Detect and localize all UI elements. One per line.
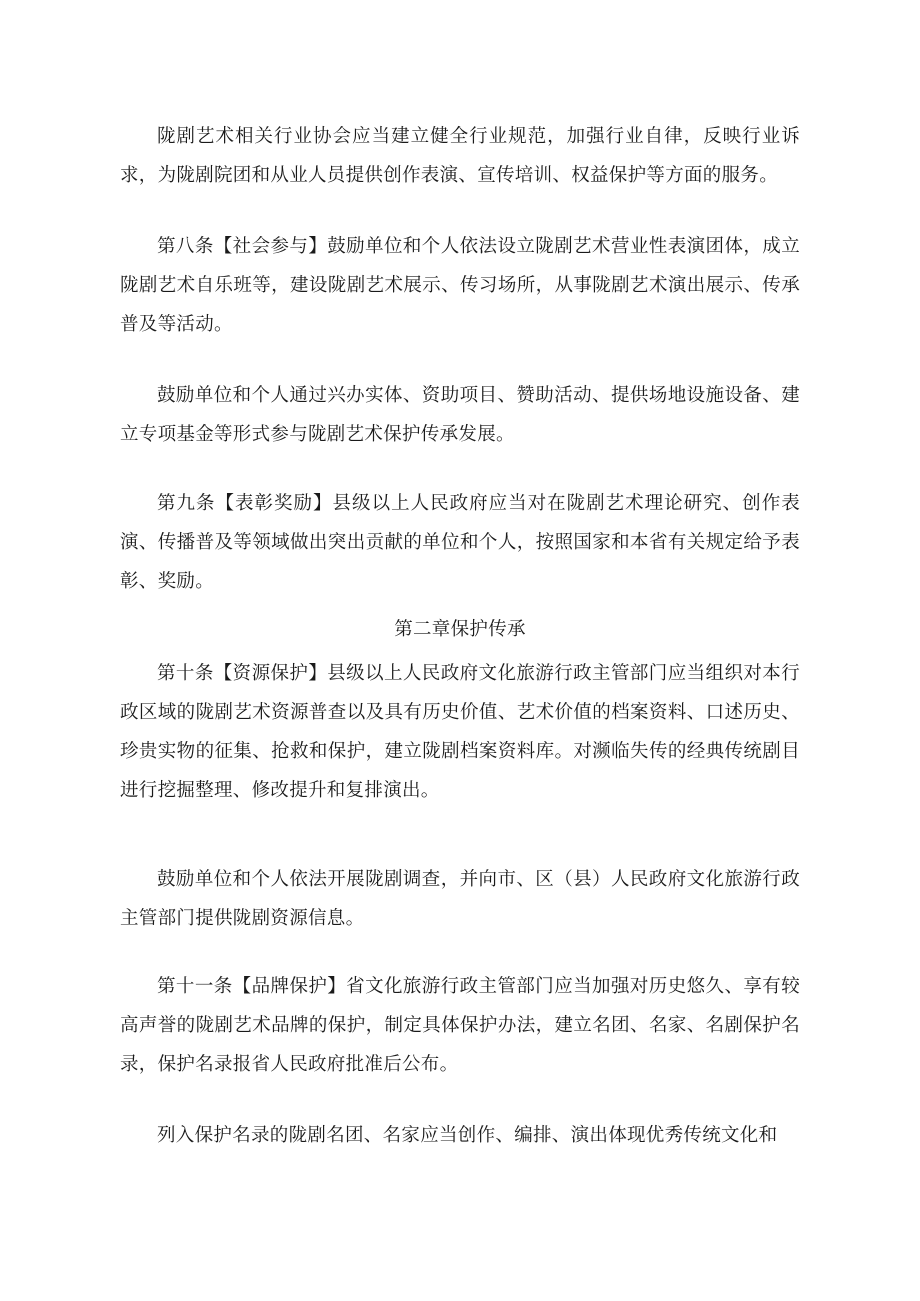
paragraph-article-11: 第十一条【品牌保护】省文化旅游行政主管部门应当加强对历史悠久、享有较高声誉的陇剧艺术品牌的保护，制定具体保护办法，建立名团、名家、名剧保护名录，保护名录报省人民政府批准后公布。 [120, 976, 800, 1075]
paragraph-article-9: 第九条【表彰奖励】县级以上人民政府应当对在陇剧艺术理论研究、创作表演、传播普及等领域做出突出贡献的单位和个人，按照国家和本省有关规定给予表彰、奖励。 [120, 493, 800, 592]
paragraph-protected-list: 列入保护名录的陇剧名团、名家应当创作、编排、演出体现优秀传统文化和 [157, 1125, 778, 1146]
paragraph-article-10: 第十条【资源保护】县级以上人民政府文化旅游行政主管部门应当组织对本行政区域的陇剧艺术资源普查以及具有历史价值、艺术价值的档案资料、口述历史、珍贵实物的征集、抢救和保护，建立陇剧档案资料库。对濒临失传的经典传统剧目进行挖掘整理、修改提升和复排演出。 [120, 663, 800, 801]
paragraph-article-8: 第八条【社会参与】鼓励单位和个人依法设立陇剧艺术营业性表演团体，成立陇剧艺术自乐班等，建设陇剧艺术展示、传习场所，从事陇剧艺术演出展示、传承普及等活动。 [120, 236, 800, 335]
paragraph-industry-association: 陇剧艺术相关行业协会应当建立健全行业规范，加强行业自律，反映行业诉求，为陇剧院团和从业人员提供创作表演、宣传培训、权益保护等方面的服务。 [120, 126, 800, 186]
paragraph-encourage-survey: 鼓励单位和个人依法开展陇剧调查，并向市、区（县）人民政府文化旅游行政主管部门提供陇剧资源信息。 [120, 869, 800, 929]
paragraph-encourage-participation: 鼓励单位和个人通过兴办实体、资助项目、赞助活动、提供场地设施设备、建立专项基金等形式参与陇剧艺术保护传承发展。 [120, 385, 800, 445]
chapter-heading: 第二章保护传承 [394, 619, 526, 640]
